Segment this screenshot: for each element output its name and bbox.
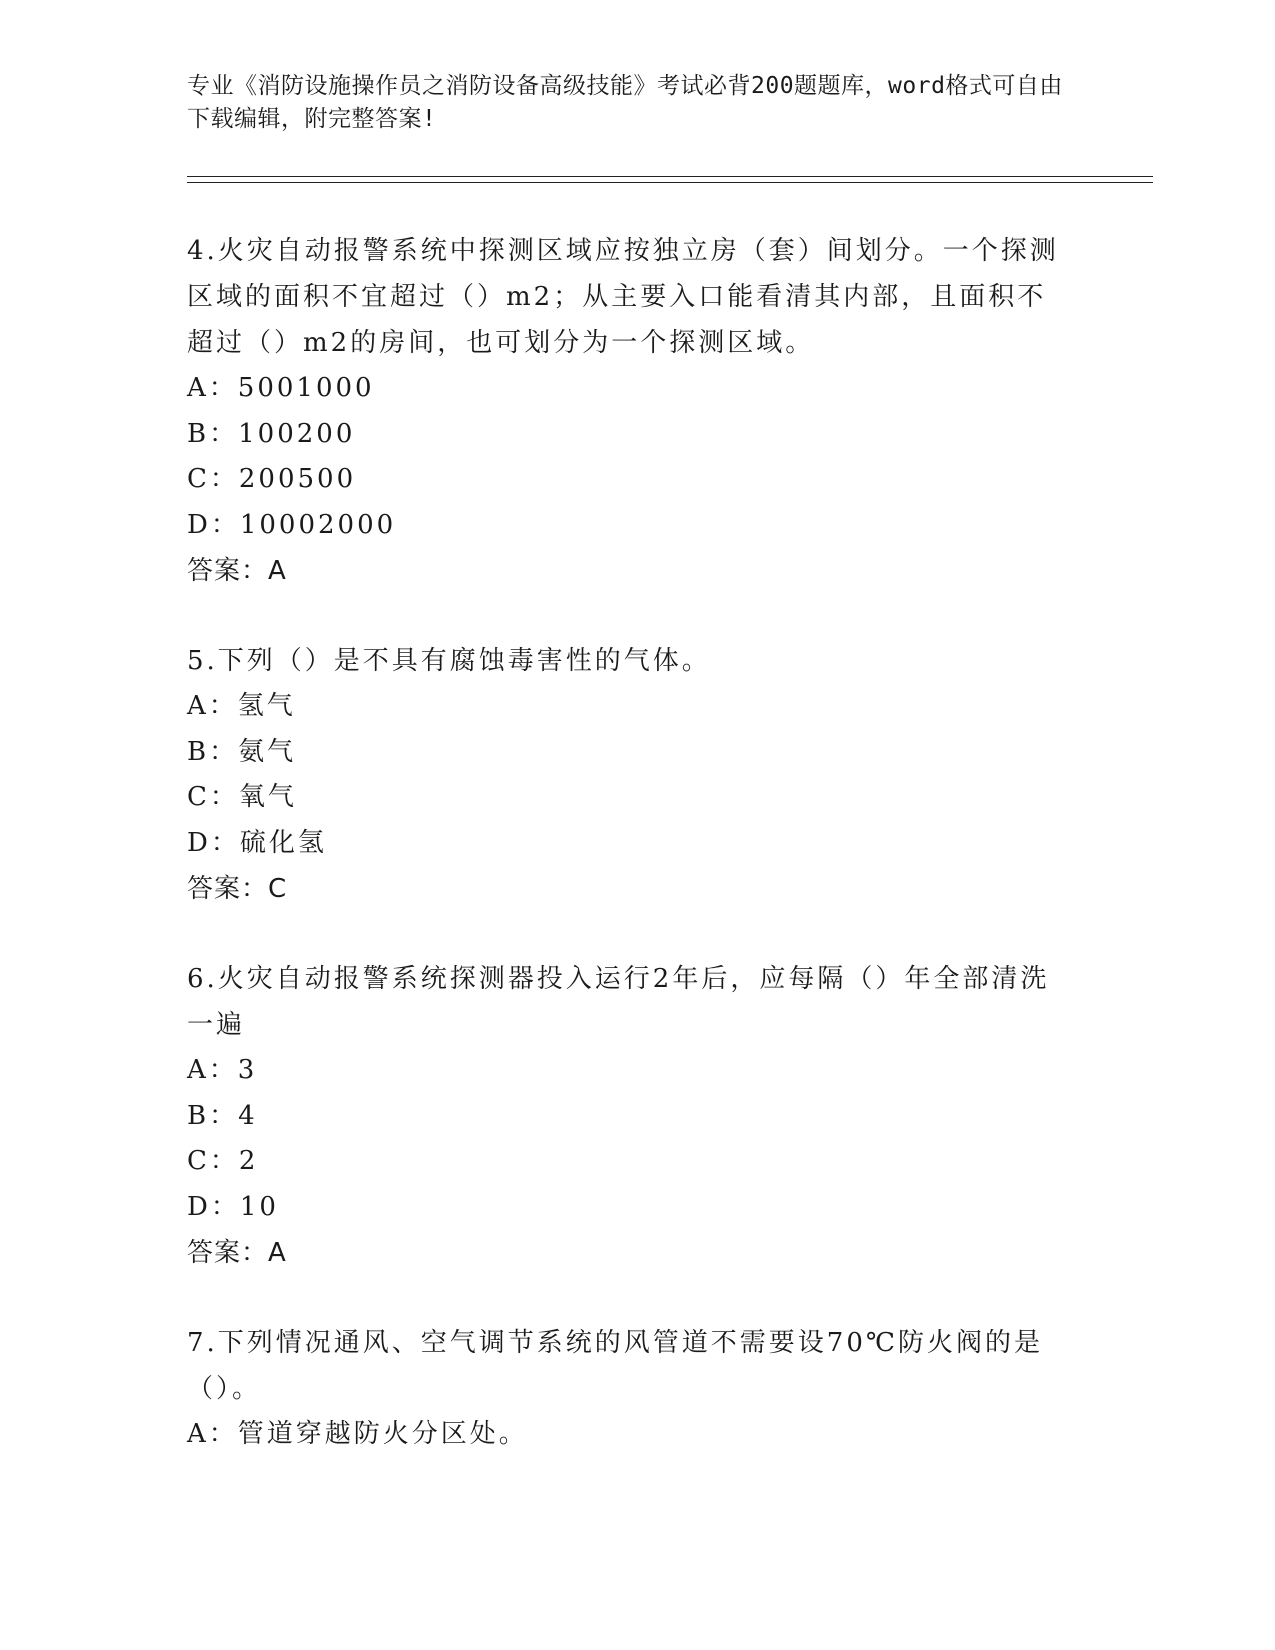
option-b: B：100200 (187, 418, 356, 449)
question-text: 7.下列情况通风、空气调节系统的风管道不需要设70℃防火阀的是（）。 (187, 1328, 1043, 1404)
question-6 (187, 956, 1067, 1276)
spacer (187, 594, 1067, 638)
option-a: A：管道穿越防火分区处。 (187, 1419, 528, 1449)
option-d: D：10 (187, 1191, 279, 1222)
option-a: A：3 (187, 1055, 258, 1085)
option-a: A：5001000 (187, 373, 375, 403)
question-5 (187, 638, 1067, 912)
header-rule-top (187, 176, 1153, 177)
answer: 答案：C (187, 874, 288, 904)
option-a: A：氢气 (187, 691, 296, 721)
question-text: 4.火灾自动报警系统中探测区域应按独立房（套）间划分。一个探测区域的面积不宜超过（）m2；从主要入口能看清其内部，且面积不超过（）m2的房间，也可划分为一个探测区域。 (187, 236, 1059, 358)
option-c: C：氧气 (187, 782, 297, 812)
spacer (187, 912, 1067, 956)
question-7 (187, 1320, 1067, 1458)
option-d: D：10002000 (187, 509, 397, 540)
option-b: B：氨气 (187, 736, 297, 767)
option-c: C：200500 (187, 464, 357, 494)
header-rule-bottom (187, 182, 1153, 183)
option-d: D：硫化氢 (187, 827, 327, 858)
answer: 答案：A (187, 556, 287, 586)
spacer (187, 1276, 1067, 1320)
answer: 答案：A (187, 1238, 287, 1268)
question-text: 6.火灾自动报警系统探测器投入运行2年后，应每隔（）年全部清洗一遍 (187, 964, 1050, 1040)
question-text: 5.下列（）是不具有腐蚀毒害性的气体。 (187, 646, 711, 676)
question-4 (187, 228, 1067, 594)
option-c: C：2 (187, 1146, 259, 1176)
document-header: 专业《消防设施操作员之消防设备高级技能》考试必背200题题库，word格式可自由下载编辑，附完整答案! (187, 73, 1063, 132)
question-list (187, 228, 1067, 1458)
option-b: B：4 (187, 1100, 258, 1131)
